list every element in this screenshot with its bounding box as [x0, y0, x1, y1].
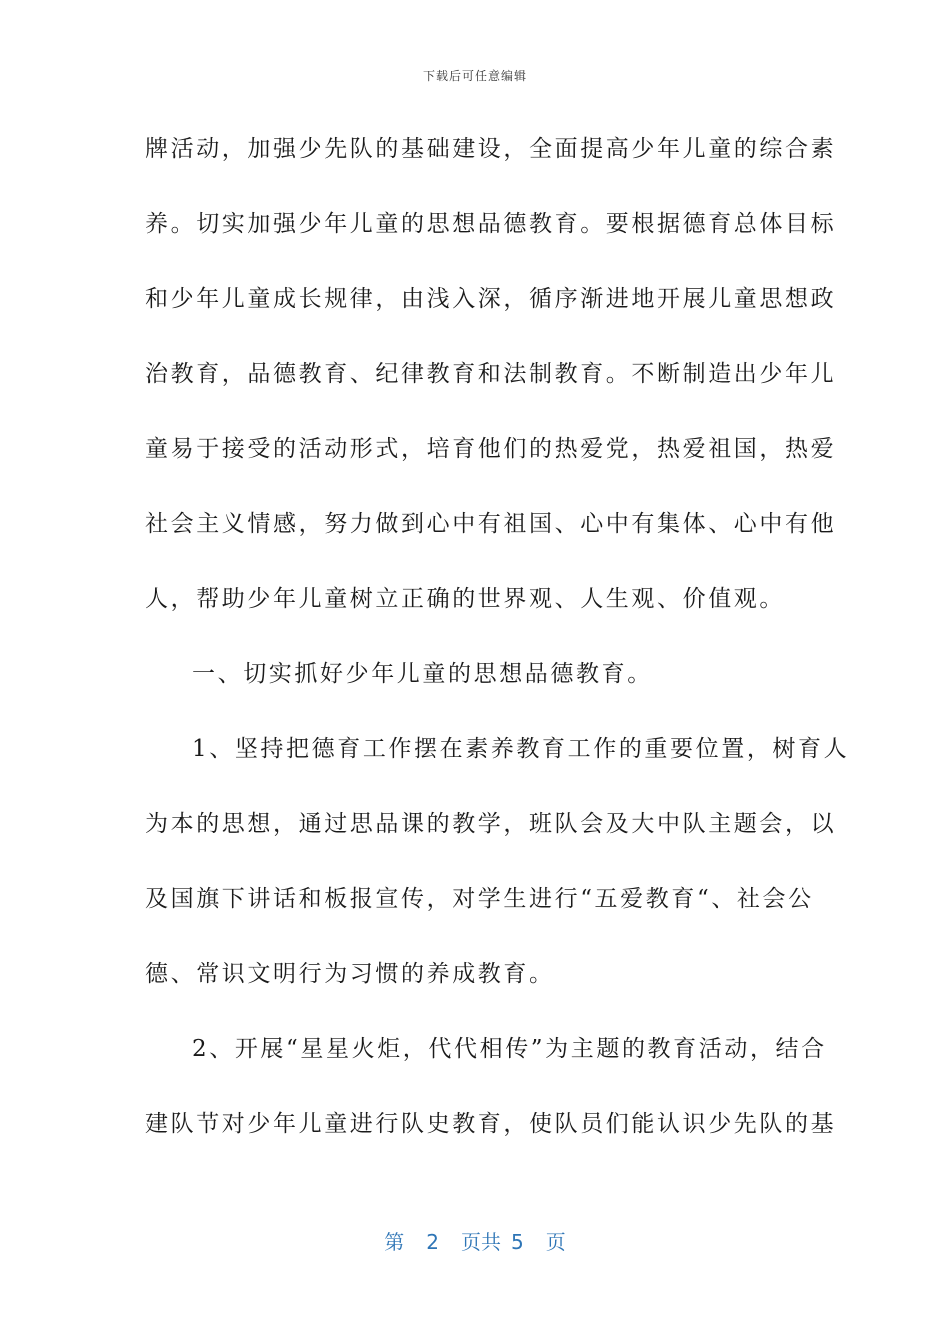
body-line: 牌活动，加强少先队的基础建设，全面提高少年儿童的综合素 [145, 136, 837, 162]
body-line: 建队节对少年儿童进行队史教育，使队员们能认识少先队的基 [145, 1111, 837, 1137]
body-line: 德、常识文明行为习惯的养成教育。 [145, 961, 555, 987]
body-line: 为本的思想，通过思品课的教学，班队会及大中队主题会，以 [145, 811, 837, 837]
body-line: 童易于接受的活动形式，培育他们的热爱党，热爱祖国，热爱 [145, 436, 837, 462]
footer-middle: 页共 [461, 1230, 501, 1254]
page-header: 下载后可任意编辑 [422, 69, 527, 83]
footer-suffix: 页 [545, 1230, 566, 1254]
body-line: 人，帮助少年儿童树立正确的世界观、人生观、价值观。 [145, 586, 785, 612]
body-line: 及国旗下讲话和板报宣传，对学生进行“五爱教育“、社会公 [145, 886, 814, 912]
footer-total-pages: 5 [511, 1230, 524, 1254]
page-footer [0, 1226, 950, 1255]
section-heading: 一、切实抓好少年儿童的思想品德教育。 [192, 661, 653, 687]
body-line: 社会主义情感，努力做到心中有祖国、心中有集体、心中有他 [145, 511, 837, 537]
body-line: 和少年儿童成长规律，由浅入深，循序渐进地开展儿童思想政 [145, 286, 837, 312]
body-line: 治教育，品德教育、纪律教育和法制教育。不断制造出少年儿 [145, 361, 837, 387]
body-line: 2、开展“星星火炬，代代相传”为主题的教育活动，结合 [192, 1036, 827, 1062]
body-line: 1、坚持把德育工作摆在素养教育工作的重要位置，树育人 [192, 736, 850, 762]
footer-prefix: 第 [384, 1230, 405, 1254]
body-line: 养。切实加强少年儿童的思想品德教育。要根据德育总体目标 [145, 211, 837, 237]
footer-page-number: 2 [426, 1230, 439, 1254]
